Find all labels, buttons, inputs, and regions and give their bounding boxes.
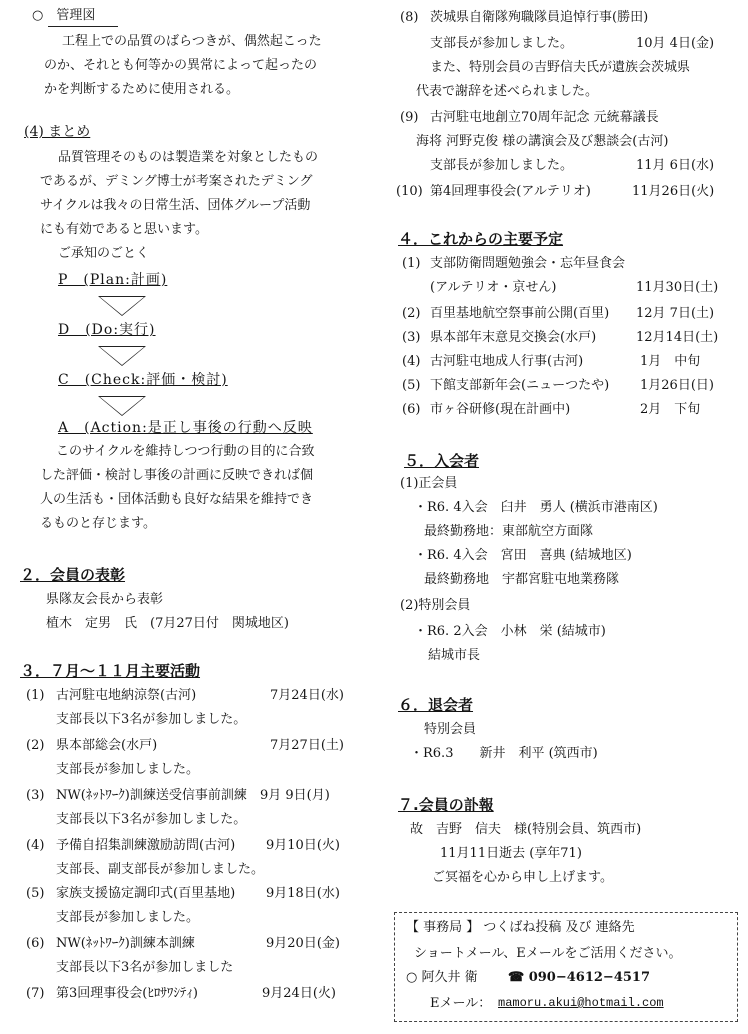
sec2-line: 植木 定男 氏 (7月27日付 関城地区) bbox=[46, 616, 289, 631]
plan-date: 11月30日(土) bbox=[636, 280, 719, 295]
plan-num: (1) bbox=[402, 256, 421, 271]
cycle-line: るものと存じます。 bbox=[40, 516, 156, 531]
act-date: 9月20日(金) bbox=[266, 936, 340, 951]
act-num: (6) bbox=[26, 936, 45, 951]
act-note: 支部長以下3名が参加しました bbox=[56, 960, 234, 975]
pdca-a: A (Action:是正し事後の行動へ反映 bbox=[58, 420, 313, 436]
cont-title: 第4回理事役会(アルテリオ) bbox=[430, 184, 591, 199]
plan-num: (4) bbox=[402, 354, 421, 369]
kanri-underline bbox=[48, 26, 118, 27]
new-member-line: 最終勤務地：東部航空方面隊 bbox=[424, 524, 594, 539]
plan-title: 支部防衛問題勉強会・忘年昼食会 bbox=[430, 256, 626, 271]
act-note: 支部長が参加しました。 bbox=[56, 910, 200, 925]
plan-num: (2) bbox=[402, 306, 421, 321]
office-title: 【 事務局 】 つくばね投稿 及び 連絡先 bbox=[406, 920, 635, 935]
cont-note: 支部長が参加しました。 bbox=[430, 158, 574, 173]
act-date: 9月18日(水) bbox=[266, 886, 340, 901]
cycle-line: このサイクルを維持しつつ行動の目的に合致 bbox=[56, 444, 315, 459]
down-arrow-icon-fill bbox=[100, 347, 144, 365]
sec2-line: 県隊友会長から表彰 bbox=[46, 592, 164, 607]
new-member-line: (1)正会員 bbox=[400, 476, 458, 491]
act-title: 第3回理事役会(ﾋﾛｻﾜｼﾃｨ) bbox=[56, 986, 198, 1001]
cycle-line: した評価・検討し事後の計画に反映できれば個 bbox=[40, 468, 314, 483]
act-num: (1) bbox=[26, 688, 45, 703]
cont-title: 海将 河野克俊 様の講演会及び懇談会(古河) bbox=[416, 134, 669, 149]
cycle-line: 人の生活も・団体活動も良好な結果を維持でき bbox=[40, 492, 314, 507]
plan-num: (3) bbox=[402, 330, 421, 345]
act-title: 古河駐屯地納涼祭(古河) bbox=[56, 688, 197, 703]
sec3-heading: ３．７月〜１１月主要活動 bbox=[20, 662, 201, 680]
cont-date: 10月 4日(金) bbox=[636, 36, 715, 51]
act-num: (4) bbox=[26, 838, 45, 853]
act-note: 支部長、副支部長が参加しました。 bbox=[56, 862, 265, 877]
plan-num: (5) bbox=[402, 378, 421, 393]
matome-line: サイクルは我々の日常生活、団体グループ活動 bbox=[40, 198, 311, 213]
sec4-heading: ４．これからの主要予定 bbox=[398, 230, 564, 248]
act-note: 支部長が参加しました。 bbox=[56, 762, 200, 777]
cont-title: 古河駐屯地創立70周年記念 元統幕議長 bbox=[430, 110, 659, 125]
down-arrow-icon-fill bbox=[100, 297, 144, 315]
act-date: 7月27日(土) bbox=[270, 738, 344, 753]
office-name: ○ 阿久井 衛 bbox=[406, 970, 478, 985]
plan-date: 1月 中旬 bbox=[640, 354, 701, 369]
plan-date: 12月 7日(土) bbox=[636, 306, 715, 321]
matome-line: 品質管理そのものは製造業を対象としたもの bbox=[58, 150, 319, 165]
cont-num: (9) bbox=[400, 110, 419, 125]
plan-date: 2月 下旬 bbox=[640, 402, 701, 417]
cont-num: (10) bbox=[396, 184, 423, 199]
office-line: ショートメール、Eメールをご活用ください。 bbox=[414, 946, 682, 961]
act-num: (3) bbox=[26, 788, 45, 803]
plan-title: 百里基地航空祭事前公開(百里) bbox=[430, 306, 610, 321]
act-num: (2) bbox=[26, 738, 45, 753]
act-title: 家族支援協定調印式(百里基地) bbox=[56, 886, 236, 901]
cont-note: 支部長が参加しました。 bbox=[430, 36, 574, 51]
act-title: NW(ﾈｯﾄﾜｰｸ)訓練送受信事前訓練 bbox=[56, 788, 247, 803]
act-date: 7月24日(水) bbox=[270, 688, 344, 703]
sec5-heading: ５．入会者 bbox=[404, 452, 480, 470]
obit-line: 故 吉野 信夫 様(特別会員、筑西市) bbox=[410, 822, 642, 837]
pdca-d: D (Do:実行) bbox=[58, 322, 156, 338]
kanri-heading: ○ 管理図 bbox=[32, 8, 96, 23]
obit-line: 11月11日逝去 (享年71) bbox=[440, 846, 582, 861]
new-member-line: 結城市長 bbox=[428, 648, 481, 663]
cont-date: 11月 6日(水) bbox=[636, 158, 715, 173]
matome-heading: (4) まとめ bbox=[24, 124, 91, 140]
left-member-line: ・R6.3 新井 利平 (筑西市) bbox=[410, 746, 598, 761]
new-member-line: ・R6. 2入会 小林 栄 (結城市) bbox=[414, 624, 606, 639]
matome-line: にも有効であると思います。 bbox=[40, 222, 208, 237]
new-member-line: 最終勤務地 宇都宮駐屯地業務隊 bbox=[424, 572, 620, 587]
act-title: 県本部総会(水戸) bbox=[56, 738, 158, 753]
cont-extra: 代表で謝辞を述べられました。 bbox=[416, 84, 599, 99]
act-date: 9月24日(火) bbox=[262, 986, 336, 1001]
act-note: 支部長以下3名が参加しました。 bbox=[56, 812, 247, 827]
office-email-link[interactable]: mamoru.akui@hotmail.com bbox=[498, 996, 664, 1010]
pdca-c: C (Check:評価・検討) bbox=[58, 372, 228, 388]
plan-title: 下館支部新年会(ニューつたや) bbox=[430, 378, 610, 393]
obit-line: ご冥福を心から申し上げます。 bbox=[432, 870, 613, 885]
plan-num: (6) bbox=[402, 402, 421, 417]
plan-title: 市ヶ谷研修(現在計画中) bbox=[430, 402, 571, 417]
new-member-line: ・R6. 4入会 宮田 喜典 (結城地区) bbox=[414, 548, 632, 563]
down-arrow-icon-fill bbox=[100, 397, 144, 415]
office-email-label: Eメール： bbox=[430, 996, 492, 1011]
cont-date: 11月26日(火) bbox=[632, 184, 715, 199]
sec2-heading: ２．会員の表彰 bbox=[20, 566, 126, 584]
sec6-heading: ６．退会者 bbox=[398, 696, 474, 714]
kanri-line: のか、それとも何等かの異常によって起ったの bbox=[44, 58, 318, 73]
plan-title: 古河駐屯地成人行事(古河) bbox=[430, 354, 584, 369]
act-date: 9月10日(火) bbox=[266, 838, 340, 853]
kanri-line: 工程上での品質のばらつきが、偶然起こった bbox=[62, 34, 322, 49]
cont-title: 茨城県自衛隊殉職隊員追悼行事(勝田) bbox=[430, 10, 649, 25]
act-date: 9月 9日(月) bbox=[260, 788, 330, 803]
office-phone: ☎ 090−4612−4517 bbox=[508, 970, 651, 985]
cont-num: (8) bbox=[400, 10, 419, 25]
act-title: 予備自招集訓練激励訪問(古河) bbox=[56, 838, 236, 853]
matome-line: ご承知のごとく bbox=[58, 246, 150, 261]
sec7-heading: ７.会員の訃報 bbox=[398, 796, 494, 814]
cont-extra: また、特別会員の吉野信夫氏が遺族会茨城県 bbox=[430, 60, 691, 75]
matome-line: であるが、デミング博士が考案されたデミング bbox=[40, 174, 313, 189]
act-num: (7) bbox=[26, 986, 45, 1001]
left-member-line: 特別会員 bbox=[424, 722, 477, 737]
plan-date: 12月14日(土) bbox=[636, 330, 719, 345]
pdca-p: P (Plan:計画) bbox=[58, 272, 168, 288]
act-num: (5) bbox=[26, 886, 45, 901]
kanri-line: かを判断するために使用される。 bbox=[44, 82, 240, 97]
new-member-line: (2)特別会員 bbox=[400, 598, 471, 613]
act-title: NW(ﾈｯﾄﾜｰｸ)訓練本訓練 bbox=[56, 936, 195, 951]
plan-title: 県本部年末意見交換会(水戸) bbox=[430, 330, 597, 345]
act-note: 支部長以下3名が参加しました。 bbox=[56, 712, 247, 727]
new-member-line: ・R6. 4入会 臼井 勇人 (横浜市港南区) bbox=[414, 500, 658, 515]
plan-date: 1月26日(日) bbox=[640, 378, 714, 393]
plan-title: (アルテリオ・京せん) bbox=[430, 280, 557, 295]
